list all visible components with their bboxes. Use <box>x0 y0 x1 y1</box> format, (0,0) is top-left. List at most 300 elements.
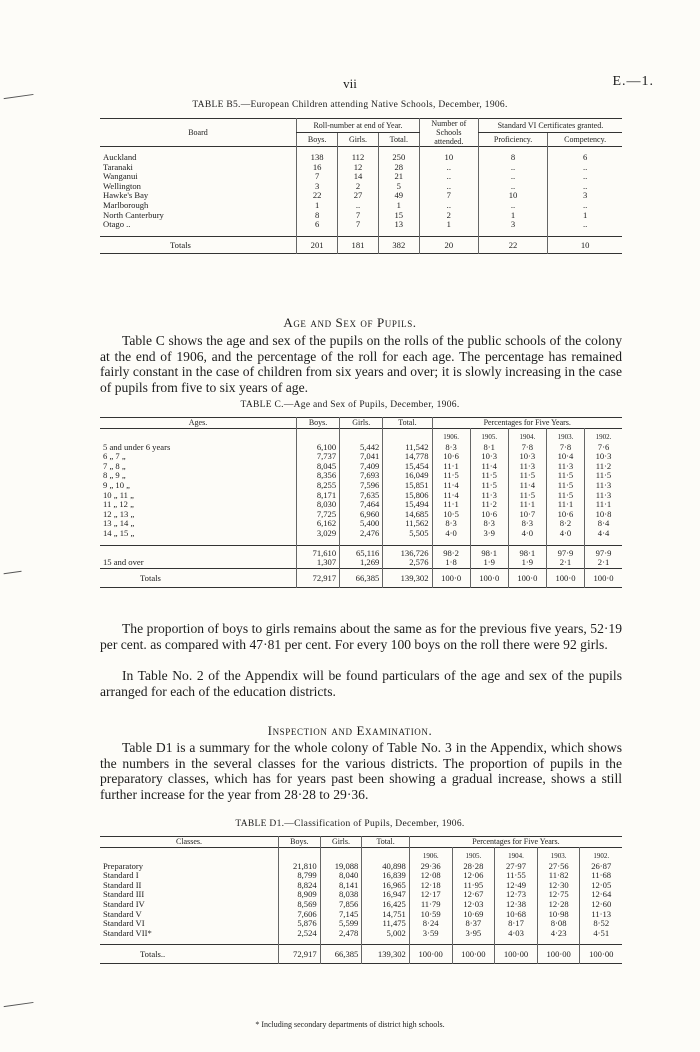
table-cell: 11·1 <box>508 500 546 510</box>
table-cell: 11·5 <box>585 471 622 481</box>
table-cell: 11·1 <box>546 500 584 510</box>
table-cell: 40,898 <box>362 862 410 872</box>
table-cell: 5,599 <box>320 919 362 929</box>
table-cell: 7,596 <box>340 481 383 491</box>
table-cell: 4·03 <box>495 929 538 939</box>
year-header: 1903. <box>546 428 584 443</box>
row-label: 14 „ 15 „ <box>103 527 135 538</box>
table-cell: 27·97 <box>495 862 538 872</box>
paragraph-age-sex-text: Table C shows the age and sex of the pupils on the rolls of the public schools of the colony at the end of 1906, and the percentage of the roll for each age. The percentage has remained fairly constant in the case of children from six years and over; it is slowly increasing in the case of pupils from five to six years of age. <box>100 333 622 395</box>
table-cell: 12·64 <box>580 890 622 900</box>
document-code: E.—1. <box>612 74 654 89</box>
table-cell: 29·36 <box>409 862 452 872</box>
table-cell: 14,778 <box>383 452 432 462</box>
table-cell: 100·0 <box>585 568 622 587</box>
table-cell: 1·9 <box>470 558 508 568</box>
year-header: 1904. <box>495 847 538 862</box>
row-label: Hawke's Bay <box>103 190 149 201</box>
table-cell: 100·00 <box>580 945 622 964</box>
table-cell: 7·6 <box>585 443 622 453</box>
table-cell: 100·0 <box>470 568 508 587</box>
years-row <box>100 428 622 443</box>
table-cell: 16 <box>297 163 338 173</box>
table-cell: 12·49 <box>495 881 538 891</box>
col-competency: Competency. <box>548 133 622 147</box>
table-cell: 4·4 <box>585 529 622 539</box>
table-cell: 8·3 <box>432 519 470 529</box>
table-cell: 20 <box>419 236 478 253</box>
table-cell: 7,737 <box>297 452 340 462</box>
table-cell: 100·0 <box>508 568 546 587</box>
table-cell: 5,442 <box>340 443 383 453</box>
section-age-sex-title: Age and Sex of Pupils. <box>283 315 417 330</box>
col-board: Board <box>188 127 208 137</box>
table-cell: 100·0 <box>432 568 470 587</box>
table-cell: 10·3 <box>585 452 622 462</box>
table-cell: 72,917 <box>297 568 340 587</box>
totals-row <box>100 568 622 587</box>
table-d1-body <box>100 847 622 964</box>
row-label: Standard I <box>103 870 139 881</box>
table-cell: 98·1 <box>508 545 546 558</box>
table-cell: 100·0 <box>546 568 584 587</box>
table-cell: 97·9 <box>585 545 622 558</box>
table-b5-caption: TABLE B5.—European Children attending Native Schools, December, 1906. <box>192 100 508 110</box>
row-label: Standard VI <box>103 918 145 929</box>
table-cell: 6,960 <box>340 510 383 520</box>
col-girls: Girls. <box>320 837 362 848</box>
row-label-cell <box>100 220 297 230</box>
table-cell: 3,029 <box>297 529 340 539</box>
row-label-cell <box>100 929 279 939</box>
row-label: Auckland <box>103 152 137 162</box>
table-cell: 10·68 <box>495 910 538 920</box>
table-row <box>100 890 622 900</box>
table-cell: 10·6 <box>470 510 508 520</box>
table-cell: 10·4 <box>546 452 584 462</box>
table-cell: 7·8 <box>546 443 584 453</box>
table-cell: 12·38 <box>495 900 538 910</box>
table-cell: 11·5 <box>432 471 470 481</box>
row-label-cell <box>100 462 297 472</box>
totals-row <box>100 945 622 964</box>
table-row <box>100 900 622 910</box>
row-label: Wellington <box>103 180 141 191</box>
table-cell: 10 <box>478 191 547 201</box>
table-cell: 11·3 <box>470 491 508 501</box>
table-row <box>100 910 622 920</box>
table-cell: 12·60 <box>580 900 622 910</box>
col-total: Total. <box>362 837 410 848</box>
table-cell: 7,145 <box>320 910 362 920</box>
table-cell: 11·3 <box>546 462 584 472</box>
table-row <box>100 929 622 939</box>
table-cell: 4·51 <box>580 929 622 939</box>
table-cell: 8,171 <box>297 491 340 501</box>
table-cell: 14,751 <box>362 910 410 920</box>
row-label: Otago .. <box>103 219 131 230</box>
year-header: 1902. <box>585 428 622 443</box>
table-cell: 5,400 <box>340 519 383 529</box>
table-cell: 1·9 <box>508 558 546 568</box>
totals-label: Totals <box>140 572 161 583</box>
table-cell: 250 <box>378 153 419 163</box>
table-cell: 16,049 <box>383 471 432 481</box>
table-cell: 11·95 <box>452 881 495 891</box>
col-boys: Boys. <box>297 133 338 147</box>
years-row <box>100 847 622 862</box>
table-cell: 8,909 <box>279 890 321 900</box>
table-cell: 8·4 <box>585 519 622 529</box>
col-boys: Boys. <box>279 837 321 848</box>
row-label: Marlborough <box>103 199 149 210</box>
table-cell: 12·06 <box>452 871 495 881</box>
totals-label: Totals.. <box>140 949 166 960</box>
year-header: 1902. <box>580 847 622 862</box>
paragraph-appendix <box>100 668 622 699</box>
table-cell: 136,726 <box>383 545 432 558</box>
table-cell: 7 <box>419 191 478 201</box>
paragraph-inspection-text: Table D1 is a summary for the whole colony of Table No. 3 in the Appendix, which shows the numbers in the several classes for the various districts. The proportion of pupils in the preparatory classes, which has for years past been showing a gradual increase, shows a still further increase for the year from 28·28 to 29·36. <box>100 740 622 802</box>
table-cell: 8·2 <box>546 519 584 529</box>
row-label: North Canterbury <box>103 209 164 220</box>
col-ages: Ages. <box>188 418 208 427</box>
table-cell: 2,524 <box>279 929 321 939</box>
table-cell: 11·2 <box>585 462 622 472</box>
row-label: Standard V <box>103 908 142 919</box>
table-cell: 16,839 <box>362 871 410 881</box>
table-cell: 10·98 <box>537 910 580 920</box>
table-cell: 11·2 <box>470 500 508 510</box>
table-cell: 100·00 <box>537 945 580 964</box>
row-label: 10 „ 11 „ <box>103 489 134 500</box>
table-cell: 16,965 <box>362 881 410 891</box>
table-b5-body <box>100 147 622 254</box>
year-header: 1905. <box>452 847 495 862</box>
table-cell: 8,356 <box>297 471 340 481</box>
row-label: 13 „ 14 „ <box>103 518 135 529</box>
table-cell: 4·0 <box>546 529 584 539</box>
row-label: 6 „ 7 „ <box>103 451 126 462</box>
table-row <box>100 881 622 891</box>
table-cell: 11·5 <box>546 471 584 481</box>
table-cell: 27 <box>338 191 379 201</box>
table-cell: 1,307 <box>297 558 340 568</box>
table-cell: 21 <box>378 172 419 182</box>
table-cell: .. <box>478 172 547 182</box>
table-cell: 7 <box>338 220 379 230</box>
table-row <box>100 201 622 211</box>
table-cell: 8·17 <box>495 919 538 929</box>
table-cell: 2 <box>338 182 379 192</box>
year-header: 1905. <box>470 428 508 443</box>
table-row <box>100 211 622 221</box>
table-row <box>100 862 622 872</box>
table-cell: 15,454 <box>383 462 432 472</box>
row-label: Standard II <box>103 879 142 890</box>
paragraph-appendix-text: In Table No. 2 of the Appendix will be found particulars of the age and sex of the pupils arranged for each of the education districts. <box>100 668 622 699</box>
table-cell: 11,562 <box>383 519 432 529</box>
col-classes: Classes. <box>176 837 202 846</box>
table-cell: 26·87 <box>580 862 622 872</box>
table-cell: 8·3 <box>432 443 470 453</box>
table-cell: 1·8 <box>432 558 470 568</box>
table-cell: 8·24 <box>409 919 452 929</box>
row-label: Standard VII* <box>103 927 152 938</box>
table-cell: 3·9 <box>470 529 508 539</box>
table-cell: 7,464 <box>340 500 383 510</box>
table-cell: 66,385 <box>340 568 383 587</box>
table-cell: 11·3 <box>585 491 622 501</box>
table-cell: .. <box>478 201 547 211</box>
col-roll-group: Roll-number at end of Year. <box>297 119 420 133</box>
table-cell: .. <box>548 182 622 192</box>
table-cell: 12·08 <box>409 871 452 881</box>
table-cell: 112 <box>338 153 379 163</box>
table-cell: 1 <box>378 201 419 211</box>
table-cell: .. <box>419 201 478 211</box>
table-cell: 16,425 <box>362 900 410 910</box>
row-label: Preparatory <box>103 860 144 871</box>
table-cell: 201 <box>297 236 338 253</box>
table-cell: 138 <box>297 153 338 163</box>
table-cell: 12·18 <box>409 881 452 891</box>
table-cell: 8 <box>297 211 338 221</box>
table-cell: 139,302 <box>383 568 432 587</box>
table-cell: 6 <box>297 220 338 230</box>
table-c-body <box>100 428 622 587</box>
table-cell: 66,385 <box>320 945 362 964</box>
table-d1 <box>100 836 622 964</box>
col-proficiency: Proficiency. <box>478 133 547 147</box>
table-cell: 8·52 <box>580 919 622 929</box>
table-row <box>100 558 622 568</box>
table-cell: 5,505 <box>383 529 432 539</box>
table-cell: 27·56 <box>537 862 580 872</box>
totals-label: Totals <box>170 239 191 250</box>
row-label: 9 „ 10 „ <box>103 479 130 490</box>
col-percentages: Percentages for Five Years. <box>409 837 622 848</box>
table-row <box>100 220 622 230</box>
col-total: Total. <box>378 133 419 147</box>
table-cell: 12·05 <box>580 881 622 891</box>
table-cell: 97·9 <box>546 545 584 558</box>
table-cell: 11·4 <box>432 481 470 491</box>
table-cell: 4·23 <box>537 929 580 939</box>
paragraph-age-sex <box>100 333 622 395</box>
table-row <box>100 172 622 182</box>
table-cell: 6,162 <box>297 519 340 529</box>
table-cell: .. <box>419 182 478 192</box>
table-cell: 181 <box>338 236 379 253</box>
table-cell: 8·1 <box>470 443 508 453</box>
table-cell: 10·3 <box>470 452 508 462</box>
table-row <box>100 871 622 881</box>
row-label: Wanganui <box>103 171 138 182</box>
col-girls: Girls. <box>338 133 379 147</box>
table-cell: 11·1 <box>432 462 470 472</box>
col-boys: Boys. <box>297 418 340 429</box>
margin-mark <box>4 1002 35 1013</box>
table-cell: 8,799 <box>279 871 321 881</box>
table-cell: 2,478 <box>320 929 362 939</box>
totals-row <box>100 236 622 253</box>
table-cell: 10 <box>419 153 478 163</box>
table-cell: 8,040 <box>320 871 362 881</box>
table-cell: 12·17 <box>409 890 452 900</box>
table-cell: 10 <box>548 236 622 253</box>
table-cell: 7·8 <box>508 443 546 453</box>
year-header: 1906. <box>432 428 470 443</box>
row-label: 11 „ 12 „ <box>103 499 134 510</box>
table-cell: 11·82 <box>537 871 580 881</box>
table-cell: 5,002 <box>362 929 410 939</box>
table-cell: 8·37 <box>452 919 495 929</box>
row-label: Standard III <box>103 889 145 900</box>
table-cell: 15,851 <box>383 481 432 491</box>
table-cell: 11·1 <box>432 500 470 510</box>
table-cell: 11·4 <box>432 491 470 501</box>
table-cell: 22 <box>478 236 547 253</box>
table-cell: 7,635 <box>340 491 383 501</box>
row-label-cell <box>100 558 297 568</box>
table-cell: 11·5 <box>546 491 584 501</box>
row-label-cell <box>100 452 297 462</box>
table-cell: 6,100 <box>297 443 340 453</box>
table-cell: 100·00 <box>495 945 538 964</box>
table-cell: 72,917 <box>279 945 321 964</box>
table-cell: 28·28 <box>452 862 495 872</box>
table-cell: 11·68 <box>580 871 622 881</box>
table-cell: 2·1 <box>546 558 584 568</box>
table-cell: 7,856 <box>320 900 362 910</box>
table-cell: 12 <box>338 163 379 173</box>
table-cell: 11·4 <box>470 462 508 472</box>
table-cell: 8,569 <box>279 900 321 910</box>
year-header: 1904. <box>508 428 546 443</box>
table-cell: 11·3 <box>508 462 546 472</box>
table-c <box>100 417 622 588</box>
table-cell: 13 <box>378 220 419 230</box>
table-cell: 1 <box>548 211 622 221</box>
row-label: 5 and under 6 years <box>103 441 171 452</box>
table-cell: 8·08 <box>537 919 580 929</box>
table-cell: 1,269 <box>340 558 383 568</box>
table-cell: 5 <box>378 182 419 192</box>
table-cell: 4·0 <box>432 529 470 539</box>
table-cell: 21,810 <box>279 862 321 872</box>
table-cell: 5,876 <box>279 919 321 929</box>
table-cell: 3 <box>548 191 622 201</box>
table-b5 <box>100 118 622 254</box>
table-cell: 4·0 <box>508 529 546 539</box>
year-header: 1903. <box>537 847 580 862</box>
margin-mark <box>4 571 23 580</box>
table-cell: 11·5 <box>470 471 508 481</box>
table-cell: 8·3 <box>508 519 546 529</box>
table-cell: 49 <box>378 191 419 201</box>
table-cell: 3·95 <box>452 929 495 939</box>
table-cell: 3·59 <box>409 929 452 939</box>
row-label-cell <box>100 529 297 539</box>
table-cell: 2·1 <box>585 558 622 568</box>
table-cell: 11·5 <box>508 491 546 501</box>
table-cell: 11·5 <box>470 481 508 491</box>
paragraph-proportion-text: The proportion of boys to girls remains about the same as for the previous five years, 52·19 per cent. as compared with 47·81 per cent. For every 100 boys on the roll there were 92 girls. <box>100 621 622 652</box>
table-cell: 7 <box>338 211 379 221</box>
table-cell: 12·75 <box>537 890 580 900</box>
col-girls: Girls. <box>340 418 383 429</box>
paragraph-proportion <box>100 621 622 652</box>
table-cell: .. <box>548 172 622 182</box>
table-cell: 22 <box>297 191 338 201</box>
table-cell: .. <box>338 201 379 211</box>
table-cell: 10·6 <box>546 510 584 520</box>
table-cell: 11·3 <box>585 481 622 491</box>
table-cell: 11·55 <box>495 871 538 881</box>
table-cell: 28 <box>378 163 419 173</box>
table-cell: 12·30 <box>537 881 580 891</box>
table-cell: 12·03 <box>452 900 495 910</box>
table-cell: 8·3 <box>470 519 508 529</box>
table-cell: 8,045 <box>297 462 340 472</box>
table-cell: 71,610 <box>297 545 340 558</box>
table-cell: 11·4 <box>508 481 546 491</box>
page-number: vii <box>343 76 357 91</box>
table-cell: 139,302 <box>362 945 410 964</box>
table-cell: 11,475 <box>362 919 410 929</box>
table-cell: 11·13 <box>580 910 622 920</box>
table-cell: 15 <box>378 211 419 221</box>
table-cell: .. <box>548 220 622 230</box>
table-cell: 12·28 <box>537 900 580 910</box>
footnote: * Including secondary departments of district high schools. <box>255 1020 445 1029</box>
table-cell: 11·5 <box>546 481 584 491</box>
table-cell: 3 <box>297 182 338 192</box>
table-cell: .. <box>419 172 478 182</box>
table-cell: 12·67 <box>452 890 495 900</box>
row-label-cell <box>100 443 297 453</box>
row-label: 12 „ 13 „ <box>103 508 135 519</box>
table-cell: 10·6 <box>432 452 470 462</box>
table-cell: 8 <box>478 153 547 163</box>
table-cell: 8,030 <box>297 500 340 510</box>
table-cell: 19,088 <box>320 862 362 872</box>
paragraph-inspection <box>100 740 622 802</box>
year-header: 1906. <box>409 847 452 862</box>
table-cell: 7,409 <box>340 462 383 472</box>
section-inspection-title: Inspection and Examination. <box>267 723 433 738</box>
table-cell: .. <box>478 163 547 173</box>
table-cell: .. <box>419 163 478 173</box>
table-cell: 98·1 <box>470 545 508 558</box>
table-cell: 7 <box>297 172 338 182</box>
col-percentages: Percentages for Five Years. <box>432 418 622 429</box>
table-cell: 65,116 <box>340 545 383 558</box>
table-d1-caption: TABLE D1.—Classification of Pupils, December, 1906. <box>235 819 465 829</box>
table-cell: 11·1 <box>585 500 622 510</box>
col-total: Total. <box>383 418 432 429</box>
table-cell: 11·79 <box>409 900 452 910</box>
table-cell: 8,141 <box>320 881 362 891</box>
col-schools: Number of Schools attended. <box>419 119 478 147</box>
table-cell: 100·00 <box>409 945 452 964</box>
table-cell: 382 <box>378 236 419 253</box>
table-cell: 8,038 <box>320 890 362 900</box>
table-cell: 8,824 <box>279 881 321 891</box>
table-cell: 1 <box>297 201 338 211</box>
table-cell: 14,685 <box>383 510 432 520</box>
